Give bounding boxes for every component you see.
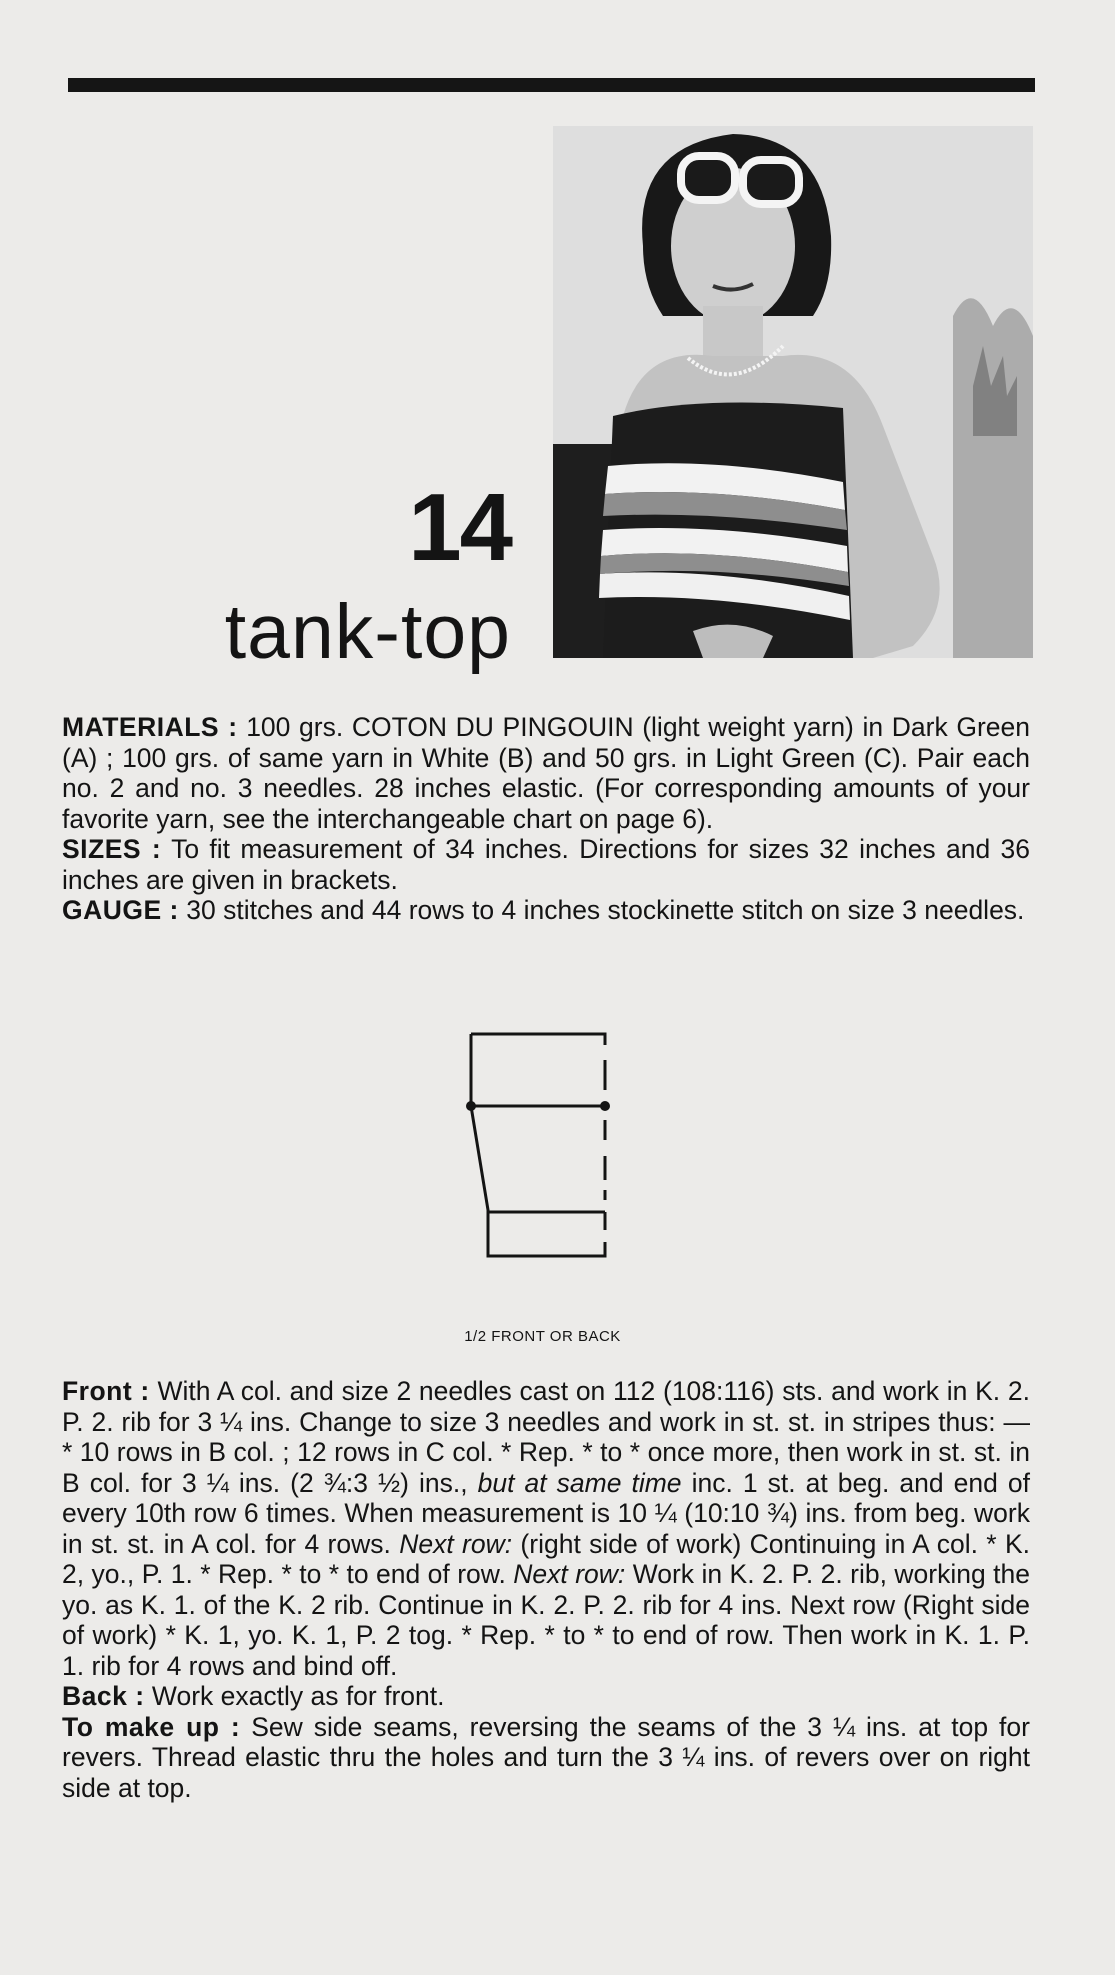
make-up-paragraph bbox=[62, 1712, 1030, 1804]
diagram-caption: 1/2 FRONT OR BACK bbox=[464, 1328, 621, 1345]
gauge-paragraph bbox=[62, 895, 1030, 926]
front-label: Front : bbox=[62, 1376, 150, 1406]
back-paragraph bbox=[62, 1681, 1030, 1712]
sizes-label: SIZES : bbox=[62, 834, 162, 864]
intro-section bbox=[62, 712, 1030, 926]
schematic-diagram bbox=[465, 1030, 625, 1275]
materials-label: MATERIALS : bbox=[62, 712, 238, 742]
model-photo bbox=[553, 126, 1033, 658]
front-text-4: Work in K. 2. P. 2. rib, working the yo. as K. 1. of the K. 2 rib. Continue in K. 2. P. 2. rib for 4 ins. Next row (Right side of work) * K. 1, yo. K. 1, P. 2 tog. * Rep. * to * to end of row. Then work in K. 1. P. 1. rib for 4 rows and bind off. bbox=[62, 1559, 1031, 1681]
materials-text: 100 grs. COTON DU PINGOUIN (light weight yarn) in Dark Green (A) ; 100 grs. of same yarn in White (B) and 50 grs. in Light Green (C). Pair each no. 2 and no. 3 needles. 28 inches elastic. (For corresponding amounts of your favorite yarn, see the interchangeable chart on page 6). bbox=[62, 712, 1030, 834]
front-italic-1: but at same time bbox=[477, 1467, 682, 1498]
front-text-3: (right side of work) Continuing in A col. * K. 2, yo., P. 1. * Rep. * to * to end of row. bbox=[62, 1528, 1030, 1589]
back-label: Back : bbox=[62, 1681, 145, 1711]
front-paragraph bbox=[62, 1376, 1030, 1681]
gauge-text: 30 stitches and 44 rows to 4 inches stockinette stitch on size 3 needles. bbox=[186, 895, 1025, 925]
materials-paragraph bbox=[62, 712, 1030, 834]
instructions-section bbox=[62, 1376, 1030, 1803]
make-up-label: To make up : bbox=[62, 1711, 241, 1742]
front-italic-3: Next row: bbox=[513, 1559, 626, 1589]
make-up-text: Sew side seams, reversing the seams of the 3 ¼ ins. at top for revers. Thread elastic thru the holes and turn the 3 ¼ ins. of revers over on right side at top. bbox=[62, 1711, 1030, 1803]
pattern-title: tank-top bbox=[224, 589, 511, 675]
sizes-text: To fit measurement of 34 inches. Directions for sizes 32 inches and 36 inches are given in brackets. bbox=[62, 834, 1031, 895]
pattern-number: 14 bbox=[408, 474, 511, 581]
front-text-1: With A col. and size 2 needles cast on 112 (108:116) sts. and work in K. 2. P. 2. rib for 3 ¼ ins. Change to size 3 needles and work in st. st. in stripes thus: — * 10 rows in B col. ; 12 rows in C col. * Rep. * to * once more, then work in st. st. in B col. for 3 ¼ ins. (2 ¾:3 ½) ins., bbox=[62, 1376, 1030, 1498]
front-italic-2: Next row: bbox=[399, 1528, 513, 1559]
front-text-2: inc. 1 st. at beg. and end of every 10th row 6 times. When measurement is 10 ¼ (10:10 ¾) ins. from beg. work in st. st. in A col. for 4 rows. bbox=[62, 1467, 1030, 1559]
top-rule bbox=[68, 78, 1035, 92]
gauge-label: GAUGE : bbox=[62, 895, 179, 925]
sizes-paragraph bbox=[62, 834, 1030, 895]
back-text: Work exactly as for front. bbox=[151, 1681, 445, 1711]
